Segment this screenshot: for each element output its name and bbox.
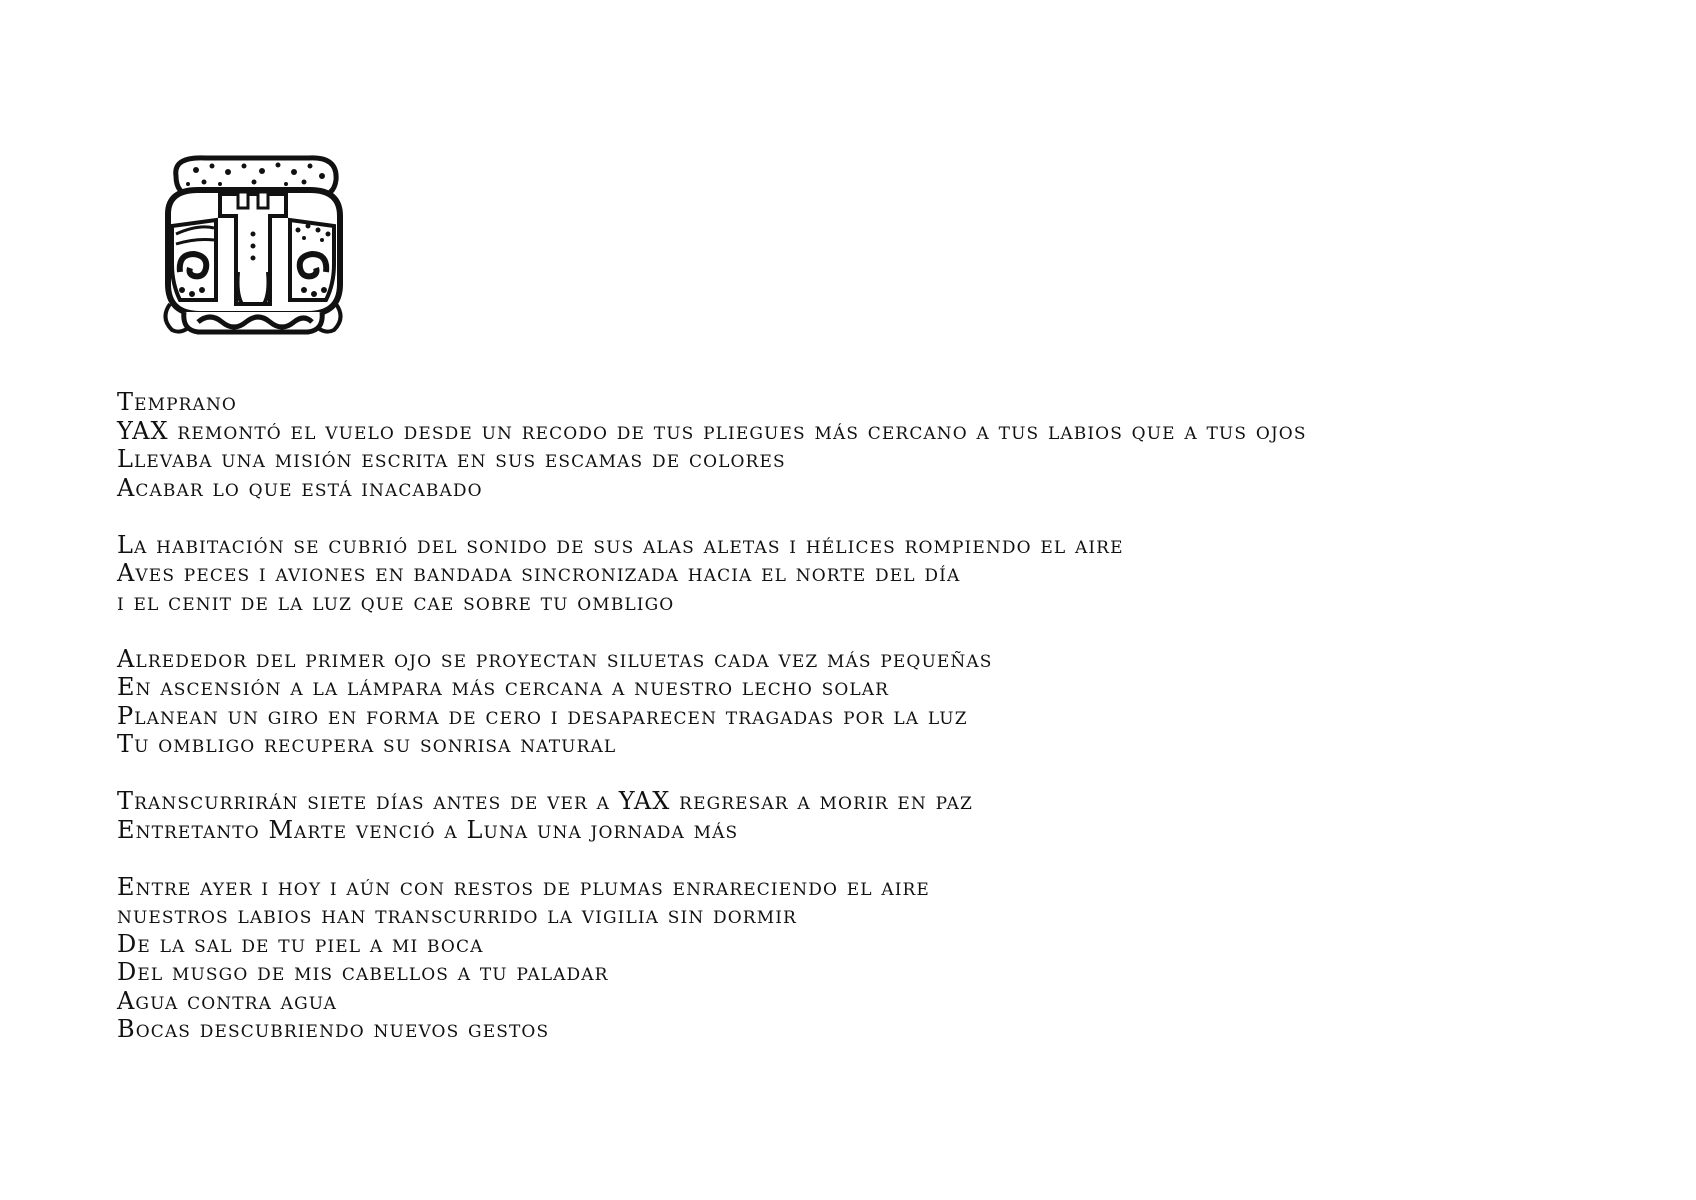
poem-line: YAX remontó el vuelo desde un recodo de tus pliegues más cercano a tus labios que a tus ojos (117, 416, 1307, 445)
poem-line: i el cenit de la luz que cae sobre tu ombligo (117, 587, 675, 616)
poem-line: La habitación se cubrió del sonido de sus alas aletas i hélices rompiendo el aire (117, 530, 1124, 559)
poem-line: Tu ombligo recupera su sonrisa natural (117, 730, 617, 758)
poem-line: Entre ayer i hoy i aún con restos de plumas enrareciendo el aire (117, 872, 930, 901)
poem-line: Bocas descubriendo nuevos gestos (117, 1015, 550, 1043)
poem (117, 388, 1617, 1072)
stanza (117, 873, 1617, 1044)
stanza (117, 531, 1617, 617)
stanza (117, 388, 1617, 502)
poem-line: Temprano (117, 388, 237, 416)
stanza (117, 645, 1617, 759)
poem-line: Entretanto Marte venció a Luna una jornada más (117, 815, 739, 844)
poem-line: Agua contra agua (117, 986, 338, 1015)
poem-line: Aves peces i aviones en bandada sincronizada hacia el norte del día (117, 559, 961, 587)
poem-line: nuestros labios han transcurrido la vigilia sin dormir (117, 901, 797, 929)
poem-line: Del musgo de mis cabellos a tu paladar (117, 958, 609, 986)
poem-line: Transcurrirán siete días antes de ver a YAX regresar a morir en paz (117, 787, 973, 815)
poem-line: Llevaba una misión escrita en sus escamas de colores (117, 445, 786, 473)
poem-line: Planean un giro en forma de cero i desaparecen tragadas por la luz (117, 701, 968, 730)
mayan-yax-glyph-icon (158, 154, 348, 342)
poem-line: De la sal de tu piel a mi boca (117, 929, 484, 958)
poem-line: Alrededor del primer ojo se proyectan siluetas cada vez más pequeñas (117, 644, 993, 673)
poem-line: Acabar lo que está inacabado (117, 473, 483, 502)
poem-line: En ascensión a la lámpara más cercana a nuestro lecho solar (117, 673, 890, 701)
stanza (117, 787, 1617, 844)
